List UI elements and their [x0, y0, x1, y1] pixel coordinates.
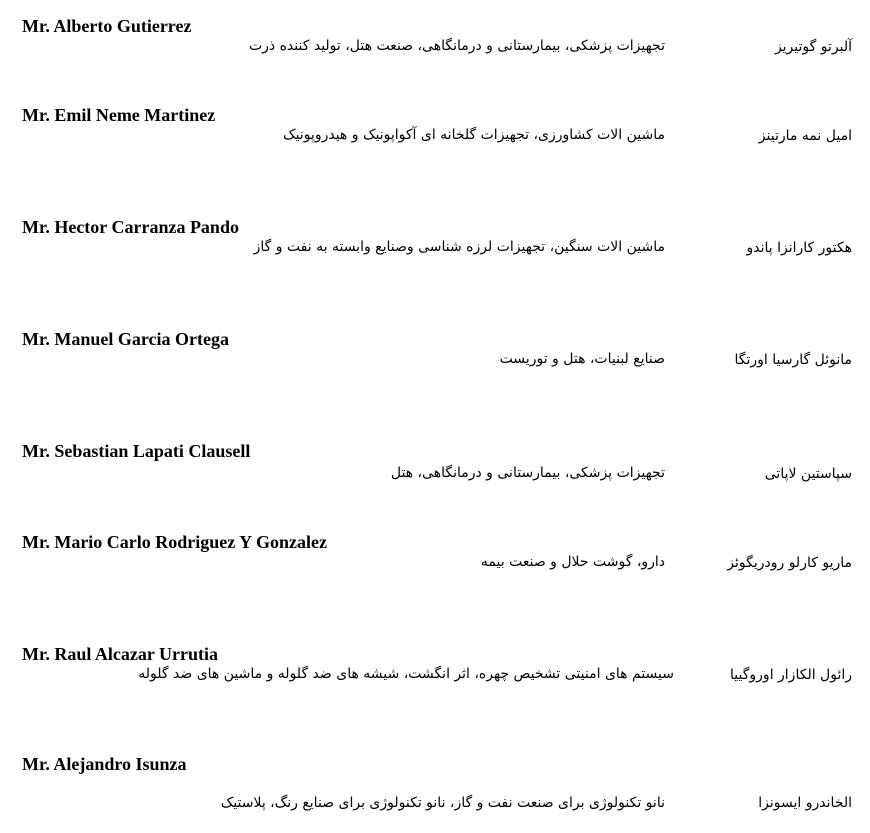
delegate-english-name: Mr. Alberto Gutierrez: [22, 16, 192, 36]
delegate-fields: دارو، گوشت حلال و صنعت بیمه: [480, 554, 665, 570]
delegate-english-name: Mr. Hector Carranza Pando: [22, 217, 239, 237]
delegate-english-name: Mr. Emil Neme Martinez: [22, 105, 216, 125]
delegate-persian-name: الخاندرو ایسونزا: [758, 795, 852, 811]
delegate-persian-name: رائول الکازار اوروگییا: [730, 667, 852, 683]
delegate-fields: ماشین الات سنگین، تجهیزات لرزه شناسی وصنایع وابسته به نفت و گاز: [253, 239, 665, 255]
delegate-fields: سیستم های امنیتی تشخیص چهره، اثر انگشت، شیشه های ضد گلوله و ماشین های ضد گلوله: [138, 666, 674, 682]
delegate-fields: صنایع لبنیات، هتل و توریست: [499, 351, 665, 367]
delegate-fields: ماشین الات کشاورزی، تجهیزات گلخانه ای آکواپونیک و هیدروپونیک: [283, 127, 665, 143]
delegate-english-name: Mr. Manuel Garcia Ortega: [22, 329, 229, 349]
delegate-english-name: Mr. Sebastian Lapati Clausell: [22, 441, 251, 461]
delegate-persian-name: سپاستین لاپاتی: [764, 466, 852, 482]
delegate-fields: تجهیزات پزشکی، بیمارستانی و درمانگاهی، صنعت هتل، تولید کننده ذرت: [248, 38, 665, 54]
delegate-persian-name: آلبرتو گوتیریز: [774, 39, 852, 55]
delegate-english-name: Mr. Raul Alcazar Urrutia: [22, 644, 218, 664]
delegate-english-name: Mr. Mario Carlo Rodriguez Y Gonzalez: [22, 532, 327, 552]
delegate-fields: تجهیزات پزشکی، بیمارستانی و درمانگاهی، هتل: [390, 465, 665, 481]
delegate-fields: نانو تکنولوژی برای صنعت نفت و گاز، نانو تکنولوژی برای صنایع رنگ، پلاستیک: [220, 795, 665, 811]
delegate-persian-name: امیل نمه مارتینز: [758, 128, 852, 144]
delegate-persian-name: ماریو کارلو رودریگوئز: [727, 555, 852, 571]
delegate-persian-name: هکتور کارانزا پاندو: [746, 240, 852, 256]
delegate-persian-name: مانوئل گارسیا اورتگا: [734, 352, 852, 368]
delegate-english-name: Mr. Alejandro Isunza: [22, 754, 187, 774]
